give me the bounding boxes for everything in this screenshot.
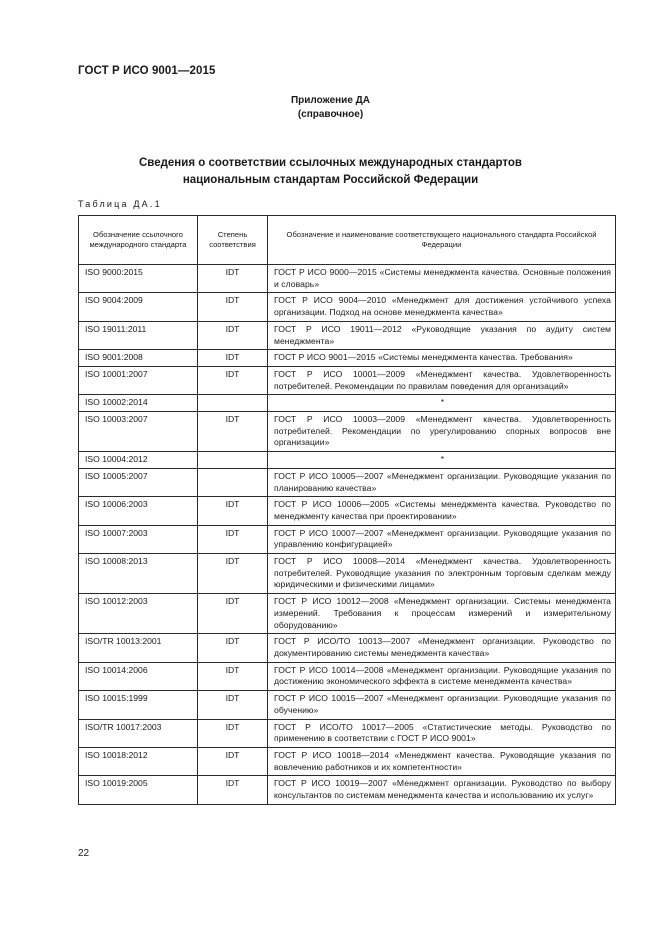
table-row (79, 321, 616, 349)
table-row (79, 350, 616, 367)
table-row (79, 719, 616, 747)
document-header: ГОСТ Р ИСО 9001—2015 (78, 65, 216, 77)
cell-reference-standard: ISO 10002:2014 (79, 395, 198, 412)
cell-degree: IDT (198, 719, 268, 747)
cell-degree: IDT (198, 412, 268, 452)
cell-degree (198, 395, 268, 412)
cell-national-standard: ГОСТ Р ИСО 10012—2008 «Менеджмент организации. Системы менеджмента измерений. Требования к процессам измерений и измерительному оборудованию» (268, 594, 616, 634)
header-reference-standard: Обозначение ссылочного международного стандарта (79, 216, 198, 265)
cell-reference-standard: ISO 10005:2007 (79, 468, 198, 496)
cell-national-standard: ГОСТ Р ИСО 9004—2010 «Менеджмент для достижения устойчивого успеха организации. Подход на основе менеджмента качества» (268, 293, 616, 321)
cell-reference-standard: ISO 10018:2012 (79, 747, 198, 775)
cell-reference-standard: ISO 10012:2003 (79, 594, 198, 634)
cell-national-standard: ГОСТ Р ИСО 9001—2015 «Системы менеджмента качества. Требования» (268, 350, 616, 367)
cell-reference-standard: ISO 10003:2007 (79, 412, 198, 452)
table-row (79, 554, 616, 594)
cell-reference-standard: ISO 9004:2009 (79, 293, 198, 321)
cell-degree: IDT (198, 594, 268, 634)
cell-degree: IDT (198, 634, 268, 662)
cell-reference-standard: ISO 9000:2015 (79, 265, 198, 293)
cell-national-standard: ГОСТ Р ИСО 9000—2015 «Системы менеджмента качества. Основные положения и словарь» (268, 265, 616, 293)
cell-national-standard: ГОСТ Р ИСО/ТО 10017—2005 «Статистические методы. Руководство по применению в соответствии с ГОСТ Р ИСО 9001» (268, 719, 616, 747)
section-title (0, 155, 661, 188)
cell-degree: IDT (198, 497, 268, 525)
cell-reference-standard: ISO 10008:2013 (79, 554, 198, 594)
cell-national-standard: ГОСТ Р ИСО 10007—2007 «Менеджмент организации. Руководящие указания по управлению конфигурацией» (268, 525, 616, 553)
table-row (79, 366, 616, 394)
cell-national-standard: ГОСТ Р ИСО 10006—2005 «Системы менеджмента качества. Руководство по менеджменту качества при проектировании» (268, 497, 616, 525)
header-degree: Степень соответствия (198, 216, 268, 265)
cell-degree: IDT (198, 321, 268, 349)
cell-degree: IDT (198, 691, 268, 719)
table-caption: Таблица ДА.1 (78, 199, 162, 209)
annex-title: Приложение ДА (290, 95, 371, 106)
cell-national-standard: ГОСТ Р ИСО 10001—2009 «Менеджмент качества. Удовлетворенность потребителей. Рекомендации по правилам поведения для организаций» (268, 366, 616, 394)
table-row (79, 747, 616, 775)
cell-national-standard: ГОСТ Р ИСО 10003—2009 «Менеджмент качества. Удовлетворенность потребителей. Рекомендации по урегулированию спорных вопросов вне организации» (268, 412, 616, 452)
cell-reference-standard: ISO 10019:2005 (79, 776, 198, 804)
cell-degree: IDT (198, 554, 268, 594)
cell-degree: IDT (198, 293, 268, 321)
cell-reference-standard: ISO 9001:2008 (79, 350, 198, 367)
cell-national-standard: ГОСТ Р ИСО/ТО 10013—2007 «Менеджмент организации. Руководство по документированию системы менеджмента качества» (268, 634, 616, 662)
cell-degree (198, 468, 268, 496)
cell-reference-standard: ISO 19011:2011 (79, 321, 198, 349)
table-header-row (79, 216, 616, 265)
cell-reference-standard: ISO 10014:2006 (79, 662, 198, 690)
section-title-line-1: Сведения о соответствии ссылочных международных стандартов (138, 157, 522, 169)
table-row (79, 497, 616, 525)
cell-national-standard: ГОСТ Р ИСО 10019—2007 «Менеджмент организации. Руководство по выбору консультантов по системам менеджмента качества и использованию их услуг» (268, 776, 616, 804)
cell-degree: IDT (198, 366, 268, 394)
annex-heading (0, 94, 661, 121)
cell-national-standard: ГОСТ Р ИСО 19011—2012 «Руководящие указания по аудиту систем менеджмента» (268, 321, 616, 349)
cell-reference-standard: ISO 10007:2003 (79, 525, 198, 553)
cell-degree: IDT (198, 747, 268, 775)
table-row (79, 395, 616, 412)
annex-subtitle: (справочное) (297, 108, 364, 120)
cell-degree: IDT (198, 662, 268, 690)
cell-reference-standard: ISO 10006:2003 (79, 497, 198, 525)
table-row (79, 468, 616, 496)
cell-degree: IDT (198, 350, 268, 367)
table-row (79, 594, 616, 634)
cell-national-standard: ГОСТ Р ИСО 10005—2007 «Менеджмент организации. Руководящие указания по планированию качества» (268, 468, 616, 496)
table-row (79, 662, 616, 690)
table-row (79, 452, 616, 469)
table-row (79, 776, 616, 804)
cell-reference-standard: ISO/TR 10013:2001 (79, 634, 198, 662)
section-title-line-2: национальным стандартам Российской Федерации (182, 173, 479, 186)
cell-national-standard: ГОСТ Р ИСО 10008—2014 «Менеджмент качества. Удовлетворенность потребителей. Руководящие указания по электронным торговым сделкам между юридическими и физическими лицами» (268, 554, 616, 594)
cell-national-standard: * (268, 452, 616, 469)
header-national-standard: Обозначение и наименование соответствующего национального стандарта Российской Федерации (268, 216, 616, 265)
cell-national-standard: ГОСТ Р ИСО 10018—2014 «Менеджмент качества. Руководящие указания по вовлечению работников и их компетентности» (268, 747, 616, 775)
table-row (79, 293, 616, 321)
cell-national-standard: ГОСТ Р ИСО 10014—2008 «Менеджмент организации. Руководящие указания по достижению экономического эффекта в системе менеджмента качества» (268, 662, 616, 690)
table-row (79, 634, 616, 662)
cell-degree: IDT (198, 265, 268, 293)
cell-reference-standard: ISO 10004:2012 (79, 452, 198, 469)
table-row (79, 265, 616, 293)
cell-reference-standard: ISO/TR 10017:2003 (79, 719, 198, 747)
cell-degree: IDT (198, 776, 268, 804)
cell-national-standard: ГОСТ Р ИСО 10015—2007 «Менеджмент организации. Руководящие указания по обучению» (268, 691, 616, 719)
page-number: 22 (78, 848, 90, 859)
table-row (79, 691, 616, 719)
cell-reference-standard: ISO 10001:2007 (79, 366, 198, 394)
correspondence-table (78, 215, 616, 805)
table-body (79, 265, 616, 805)
cell-reference-standard: ISO 10015:1999 (79, 691, 198, 719)
cell-degree: IDT (198, 525, 268, 553)
cell-degree (198, 452, 268, 469)
table-row (79, 412, 616, 452)
cell-national-standard: * (268, 395, 616, 412)
table-row (79, 525, 616, 553)
